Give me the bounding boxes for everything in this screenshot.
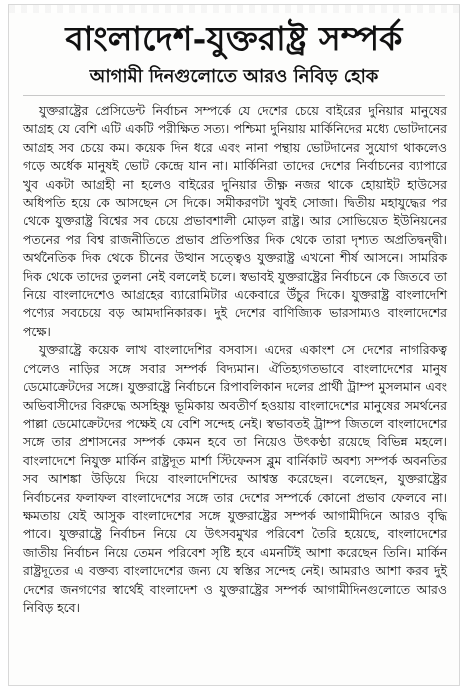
paper-edge — [9, 5, 459, 13]
paragraph-2: যুক্তরাষ্ট্রে কয়েক লাখ বাংলাদেশির বসবাস। এদের একাংশ সে দেশের নাগরিকত্ব পেলেও নাড়ির সঙ্গে সবার সম্পর্ক বিদ্যমান। ঐতিহ্যগতভাবে বাংলাদেশের মানুষ ডেমোক্রেটদের সঙ্গে। যুক্তরাষ্ট্রে নির্বাচনে রিপাবলিকান দলের প্রার্থী ট্রাম্প মুসলমান এবং অভিবাসীদের বিরুদ্ধে অসহিষ্ণু ভূমিকায় অবতীর্ণ হওয়ায় বাংলাদেশের মানুষের সমর্থনের পাল্লা ডেমোক্রেটদের পক্ষেই যে বেশি সন্দেহ নেই। স্বভাবতই ট্রাম্প জিতলে বাংলাদেশের সঙ্গে তার প্রশাসনের সম্পর্ক কেমন হবে তা নিয়েও উৎকণ্ঠা রয়েছে বিভিন্ন মহলে। বাংলাদেশে নিযুক্ত মার্কিন রাষ্ট্রদূত মার্শা স্টিফেনস ব্লুম বার্নিকাট অবশ্য সম্পর্ক অবনতির সব আশঙ্কা উড়িয়ে দিয়ে বাংলাদেশিদের আশ্বস্ত করেছেন। বলেছেন, যুক্তরাষ্ট্রের নির্বাচনের ফলাফল বাংলাদেশের সঙ্গে তার দেশের সম্পর্কে কোনো প্রভাব ফেলবে না। ক্ষমতায় যেই আসুক বাংলাদেশের সঙ্গে যুক্তরাষ্ট্রের সম্পর্ক আগামীদিনে আরও বৃদ্ধি পাবে। যুক্তরাষ্ট্রে নির্বাচন নিয়ে যে উৎসবমুখর পরিবেশ তৈরি হয়েছে, বাংলাদেশের জাতীয় নির্বাচন নিয়ে তেমন পরিবেশ সৃষ্টি হবে এমনটিই আশা করেছেন তিনি। মার্কিন রাষ্ট্রদূতের এ বক্তব্য বাংলাদেশের জন্য যে স্বস্তির সন্দেহ নেই। আমরাও আশা করব দুই দেশের জনগণের স্বার্থেই বাংলাদেশ ও যুক্তরাষ্ট্রের সম্পর্ক আগামীদিনগুলোতে আরও নিবিড় হবে। — [23, 342, 447, 615]
article-body — [23, 102, 447, 617]
headline: বাংলাদেশ-যুক্তরাষ্ট্র সম্পর্ক — [65, 19, 403, 58]
divider — [23, 95, 445, 96]
subheadline: আগামী দিনগুলোতে আরও নিবিড় হোক — [89, 66, 379, 87]
paragraph-1: যুক্তরাষ্ট্রের প্রেসিডেন্ট নির্বাচন সম্পর্কে যে দেশের চেয়ে বাইরের দুনিয়ার মানুষের আগ্রহ যে বেশি এটি একটি পরীক্ষিত সত্য। পশ্চিমা দুনিয়ায় মার্কিনিদের মধ্যে ভোটদানের আগ্রহ সব চেয়ে কম। কয়েক দিন ধরে এবং নানা পন্থায় ভোটদানের সুযোগ থাকলেও গড়ে অর্ধেক মানুষই ভোট কেন্দ্রে যান না। মার্কিনিরা তাদের দেশের নির্বাচনের ব্যাপারে খুব একটা আগ্রহী না হলেও বাইরের দুনিয়ার তীক্ষ্ণ নজর থাকে হোয়াইট হাউসের অধিপতি হয়ে কে আসছেন সে দিকে। সমীকরণটা খুবই সোজা। দ্বিতীয় মহাযুদ্ধের পর থেকে যুক্তরাষ্ট্র বিশ্বের সব চেয়ে প্রভাবশালী মোড়ল রাষ্ট্র। আর সোভিয়েত ইউনিয়নের পতনের পর বিশ্ব রাজনীতিতে প্রভাব প্রতিপত্তির দিক থেকে তারা দৃশ্যত অপ্রতিদ্বন্দ্বী। অর্থনৈতিক দিক থেকে চীনের উত্থান সত্ত্বেও যুক্তরাষ্ট্র এখনো শীর্ষ আসনে। সামরিক দিক থেকে তাদের তুলনা নেই বললেই চলে। স্বভাবই যুক্তরাষ্ট্রের নির্বাচনে কে জিতবে তা নিয়ে বাংলাদেশেও আগ্রহের ব্যারোমিটার একেবারে উঁচুর দিকে। যুক্তরাষ্ট্র বাংলাদেশি পণ্যের সবচেয়ে বড় আমদানিকারক। দুই দেশের বাণিজ্যিক ভারসাম্যও বাংলাদেশের পক্ষে। — [23, 103, 447, 339]
newspaper-clipping — [8, 4, 460, 686]
